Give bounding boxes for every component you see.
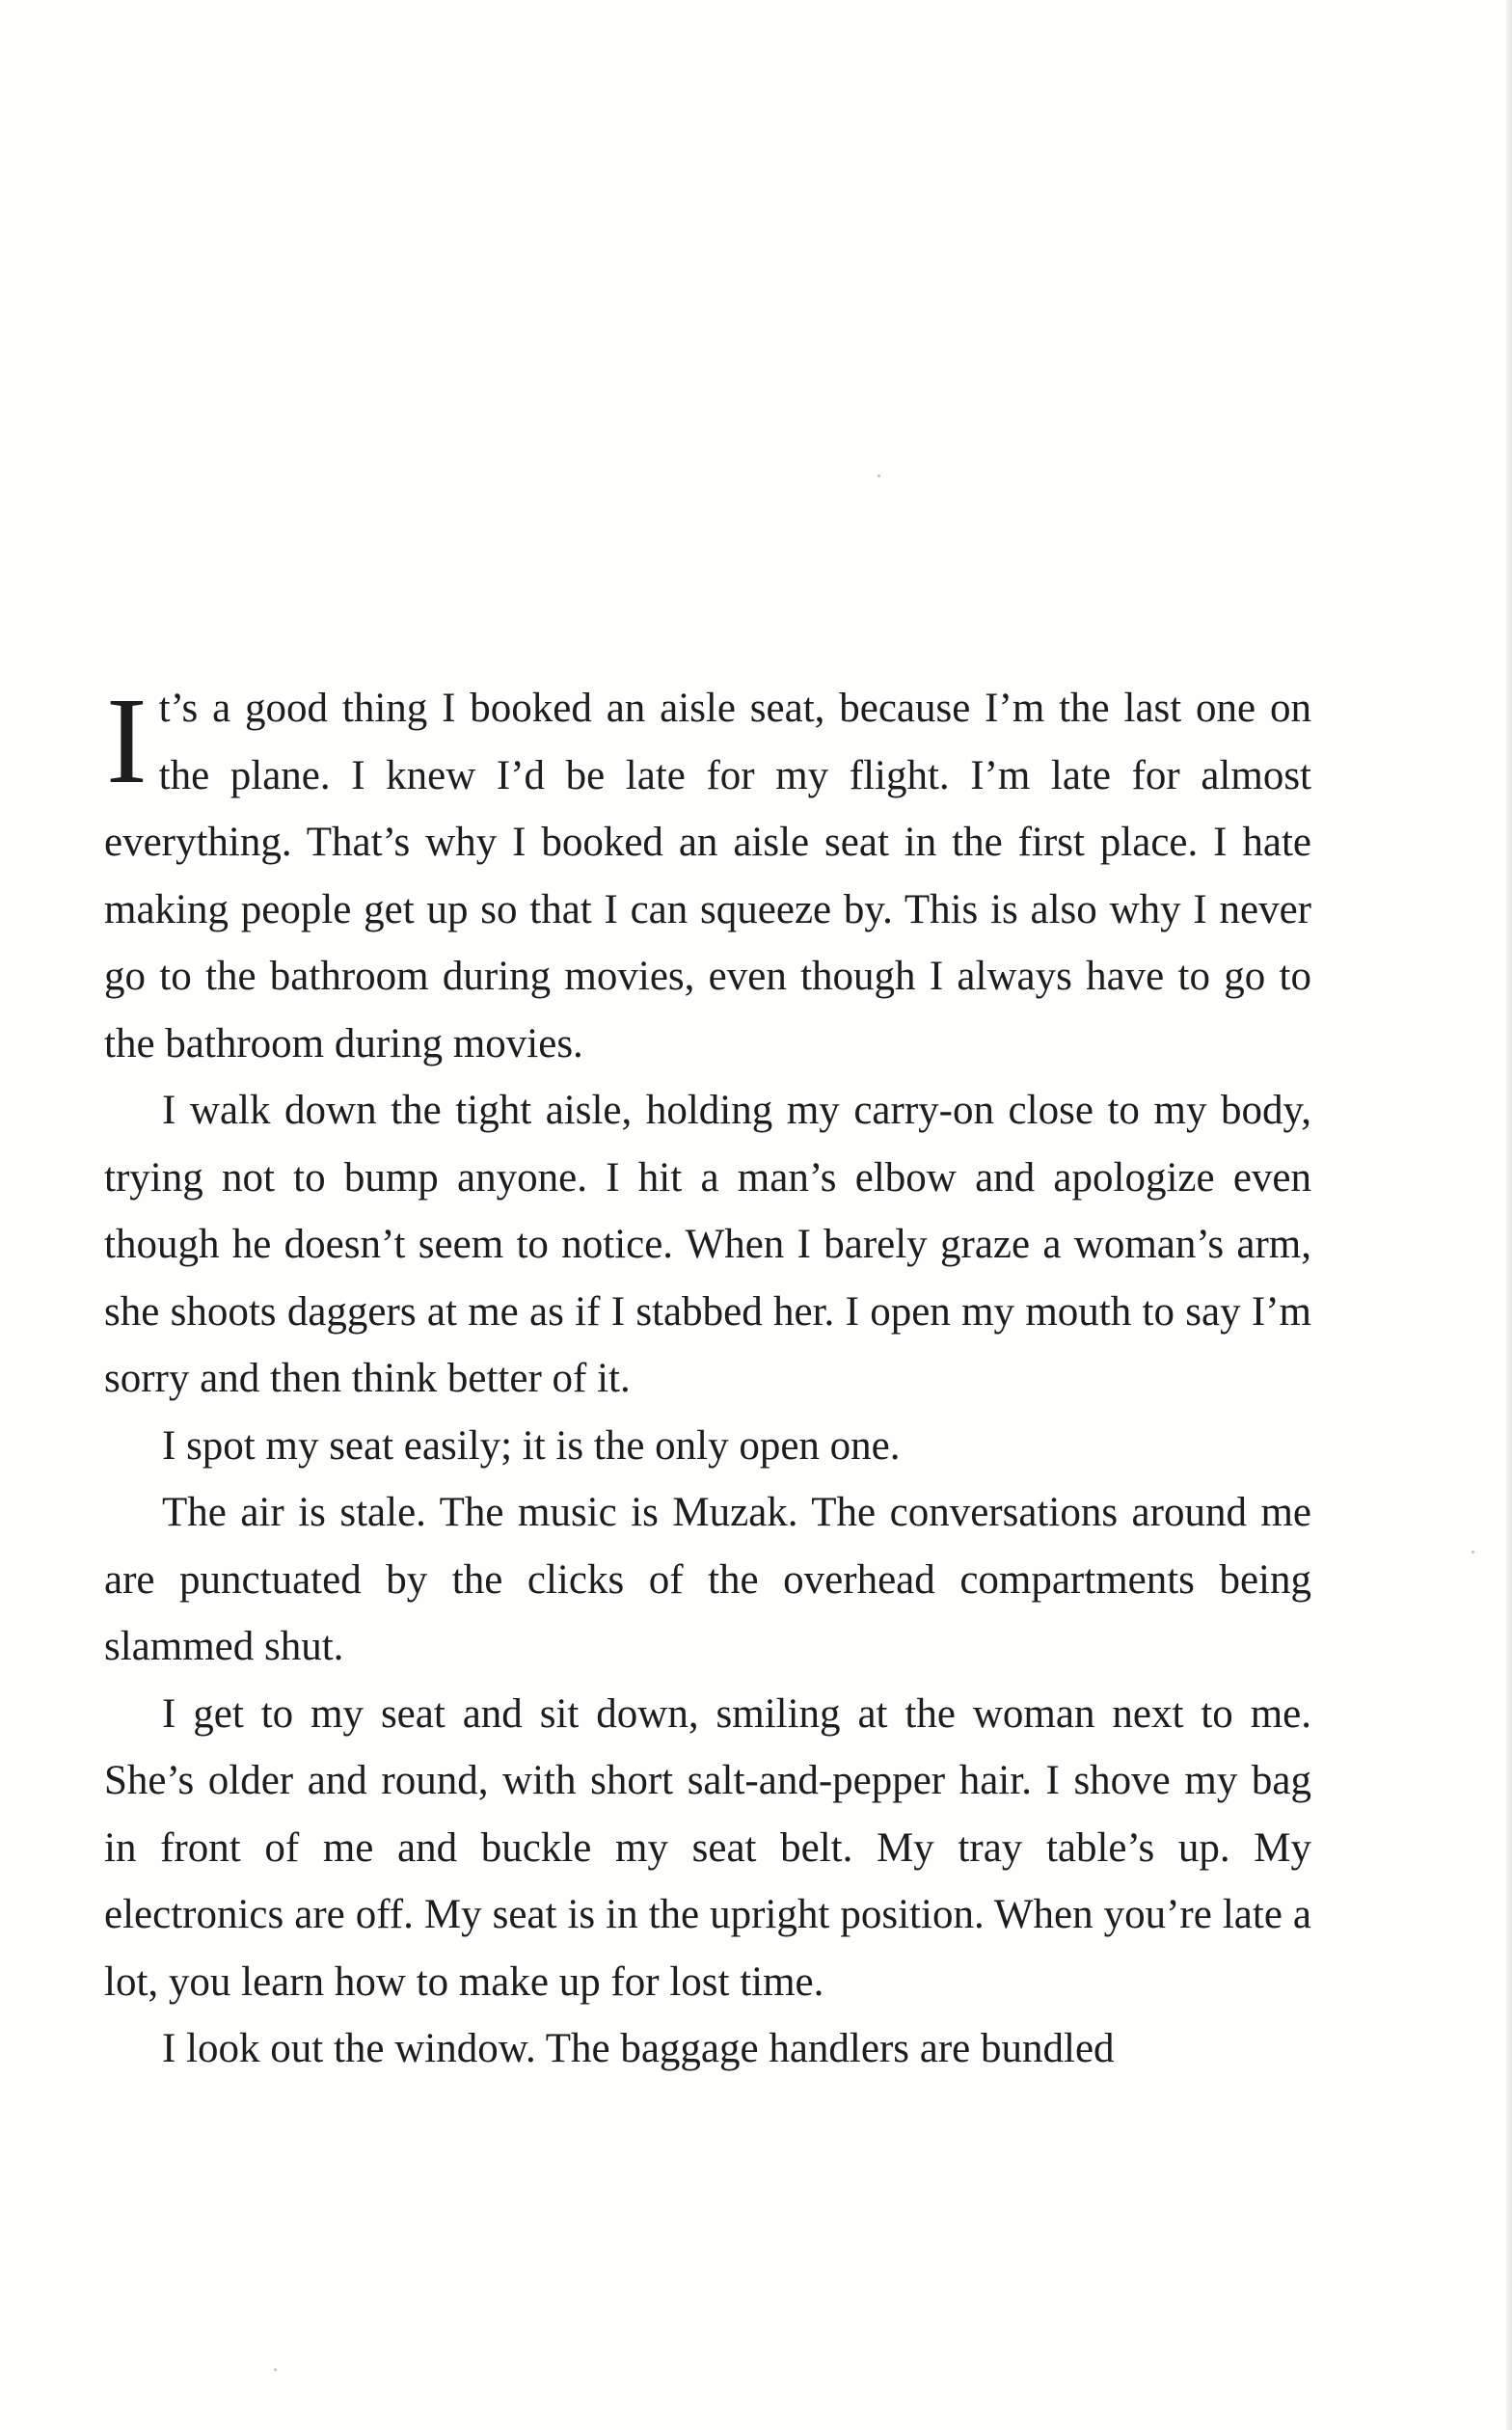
scan-speck <box>274 2368 277 2371</box>
paragraph-aisle: I walk down the tight aisle, holding my carry-on close to my body, trying not to bump anyone. I hit a man’s elbow and apologize even though he doesn’t seem to notice. When I barely graze a woman’s arm, she shoots daggers at me as if I stabbed her. I open my mouth to say I’m sorry and then think better of it. <box>104 1088 1311 1401</box>
paragraph-window: I look out the window. The baggage handlers are bundled <box>162 2026 1115 2071</box>
chapter-opening-text <box>104 672 1311 2083</box>
paragraph-sit-down: I get to my seat and sit down, smiling at the woman next to me. She’s older and round, with short salt-and-pepper hair. I shove my bag in front of me and buckle my seat belt. My tray table’s up. My electronics are off. My seat is in the upright position. When you’re late a lot, you learn how to make up for lost time. <box>104 1690 1311 2005</box>
opening-paragraph <box>104 672 1311 1077</box>
drop-cap: I <box>106 672 148 809</box>
paragraph-seat: I spot my seat easily; it is the only open one. <box>162 1422 901 1469</box>
paragraph-air: The air is stale. The music is Muzak. The conversations around me are punctuated by the clicks of the overhead compartments being slammed shut. <box>104 1490 1311 1669</box>
page-edge <box>1506 0 1512 2430</box>
scan-speck <box>1472 1551 1474 1553</box>
scan-speck <box>878 474 880 477</box>
opening-paragraph-text: t’s a good thing I booked an aisle seat, because I’m the last one on the plane. I knew I’d be late for my flight. I’m late for almost everything. That’s why I booked an aisle seat in the first place. I hate making people get up so that I can squeeze by. This is also why I never go to the bathroom during movies, even though I always have to go to the bathroom during movies. <box>104 686 1311 1066</box>
